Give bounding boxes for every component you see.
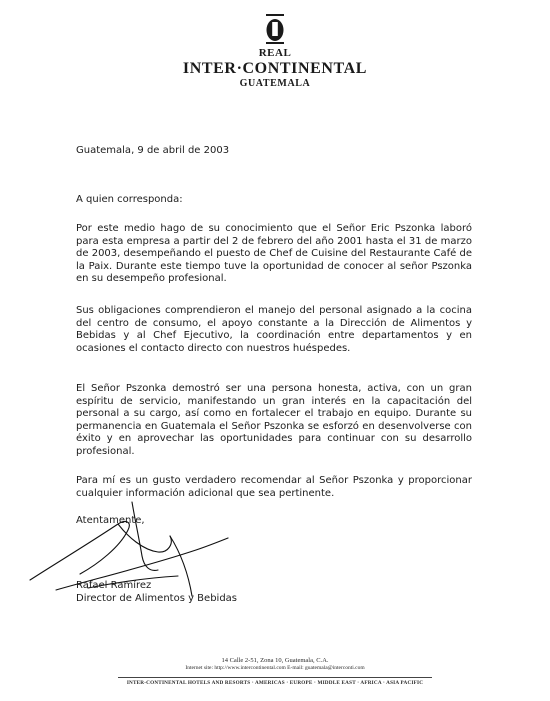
brand-line-guatemala: GUATEMALA <box>239 78 311 89</box>
paragraph-duties: Sus obligaciones comprendieron el manejo del personal asignado a la cocina del centro de consumo, el apoyo constante a la Dirección de Alimentos y Bebidas y al Chef Ejecutivo, la coordinación entre departamentos y en ocasiones el contacto directo con nuestros huéspedes. <box>76 305 472 354</box>
footer-tagline: INTER-CONTINENTAL HOTELS AND RESORTS · AMERICAS · EUROPE · MIDDLE EAST · AFRICA · ASIA PACIFIC <box>126 680 424 686</box>
paragraph-recommendation: Para mí es un gusto verdadero recomendar al Señor Pszonka y proporcionar cualquier información adicional que sea pertinente. <box>76 475 472 499</box>
signer-name: Rafael Ramírez <box>76 580 152 591</box>
paragraph-character: El Señor Pszonka demostró ser una persona honesta, activa, con un gran espíritu de servicio, manifestando un gran interés en la capacitación del personal a su cargo, así como en fortalecer el trabajo en equipo. Durante su permanencia en Guatemala el Señor Pszonka se esforzó en desenvolverse con éxito y en aprovechar las oportunidades para continuar con su desarrollo profesional. <box>76 383 472 457</box>
paragraph-employment: Por este medio hago de su conocimiento que el Señor Eric Pszonka laboró para esta empresa a partir del 2 de febrero del año 2001 hasta el 31 de marzo de 2003, desempeñando el puesto de Chef de Cuisine del Restaurante Café de la Paix. Durante este tiempo tuve la oportunidad de conocer al señor Pszonka en su desempeño profesional. <box>76 223 472 285</box>
footer-address: 14 Calle 2-51, Zona 10, Guatemala, C.A. <box>221 657 329 664</box>
signer-title: Director de Alimentos y Bebidas <box>76 593 238 604</box>
brand-line-intercontinental: INTER·CONTINENTAL <box>182 60 368 77</box>
letterhead <box>0 14 550 90</box>
footer-web-email: Internet site: http://www.intercontinental.com E-mail: guatemala@interconti.com <box>185 665 365 671</box>
salutation: A quien corresponda: <box>76 194 183 205</box>
letter-date: Guatemala, 9 de abril de 2003 <box>76 145 230 156</box>
brand-line-real: REAL <box>258 47 292 59</box>
footer-divider <box>118 677 432 678</box>
closing: Atentamente, <box>76 515 145 526</box>
hotel-emblem-icon <box>265 14 285 44</box>
